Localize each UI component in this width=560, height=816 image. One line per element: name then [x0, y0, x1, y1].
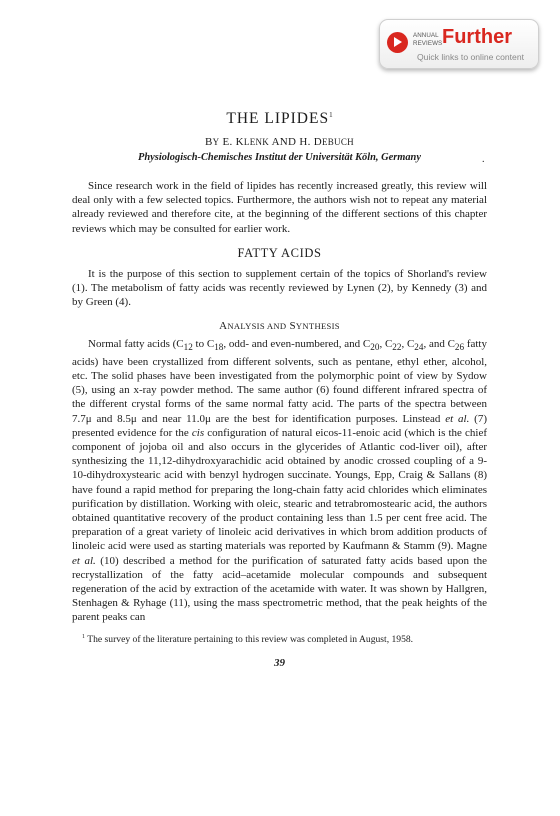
author-byline: [72, 135, 487, 149]
reviews-label: REVIEWS: [413, 39, 443, 47]
byline-and: AND: [271, 136, 297, 148]
section-heading-fatty-acids: FATTY ACIDS: [237, 245, 322, 260]
fatty-acids-paragraph: It is the purpose of this section to supplement certain of the topics of Shorland's review (1). The metabolism of fatty acids was recently reviewed by Lynen (2), by Kennedy (3) and by Green (4).: [72, 267, 487, 309]
author-2: H. DEBUCH: [299, 136, 354, 148]
author-1: E. KLENK: [222, 136, 270, 148]
author-institution: Physiologisch-Chemisches Institut der Universität Köln, Germany: [138, 152, 421, 163]
quick-links-tagline: Quick links to online content: [417, 52, 525, 62]
footnote: [72, 631, 487, 647]
annual-reviews-wordmark: [413, 32, 441, 47]
footnote-text: The survey of the literature pertaining to this review was completed in August, 1958.: [87, 633, 414, 645]
annual-label: ANNUAL: [413, 32, 439, 39]
subsection-heading-analysis-synthesis: ANALYSIS AND SYNTHESIS: [219, 320, 340, 333]
annual-reviews-further-badge[interactable]: [379, 19, 539, 69]
footnote-marker: 1: [82, 633, 85, 640]
stray-dot: .: [482, 154, 485, 165]
analysis-synthesis-paragraph: Normal fatty acids ($C_{12}$ to $C_{18}$, odd- and even-numbered, and $C_{20}$, $C_{22}$, $C_{24}$, and $C_{26}$ fatty acids) have been crystallized from different solvents, such as pentane, ethyl ether, alcohol, etc. The solid phases have been investigated from the polymorphic point of view by Sydow (5), using an x-ray powder method. The same author (6) found different infrared spectra of the different crystal forms of the same normal fatty acid. The parts of the spectra between 7.7μ and 8.5μ and near 11.0μ are the best for identification purposes. Linstead et al. (7) presented evidence for the cis configuration of natural eicos-11-enoic acid (which is the chief component of jojoba oil and also occurs in the glycerides of Atlantic cod-liver oil), after synthesizing the 11,12-dihydroxyarachidic acid obtained by anodic crossed coupling of a 9-10-dihydroxystearic acid with benzyl hydrogen succinate. Youngs, Epp, Craig & Sallans (8) have found a rapid method for preparing the long-chain fatty acid chlorides which eliminates purification by distillation. Working with oleic, stearic and tetrabromostearic acid, the authors obtained quantitative recovery of the product containing less than 1.5 per cent free acid. The preparation of a great variety of linoleic acid derivatives in which brom addition products of linoleic acid were used as starting materials was reported by Kaufmann & Stamm (9). Magne et al. (10) described a method for the purification of saturated fatty acids based upon the recrystallization of the fatty acid–acetamide molecular compounds and subsequent regeneration of the acid by extraction of the acetamide with water. It was shown by Hallgren, Stenhagen & Ryhage (11), using the mass spectrometric method, that the peak heights of the parent peaks can: [72, 338, 487, 624]
article-title: [72, 106, 487, 128]
title-footnote-marker: 1: [329, 111, 333, 119]
byline-prefix: BY: [205, 136, 220, 148]
intro-paragraph: Since research work in the field of lipides has recently increased greatly, this review will deal only with a few selected topics. Furthermore, the authors wish not to repeat any material already reviewed and therefore cite, at the beginning of the different sections of this chapter reviews which may be consulted for earlier work.: [72, 180, 487, 235]
play-arrow-icon: [387, 32, 408, 53]
further-label: Further: [442, 26, 512, 48]
article-title-text: THE LIPIDES: [226, 110, 330, 127]
article-page: [72, 106, 487, 670]
page-number: 39: [274, 657, 285, 670]
